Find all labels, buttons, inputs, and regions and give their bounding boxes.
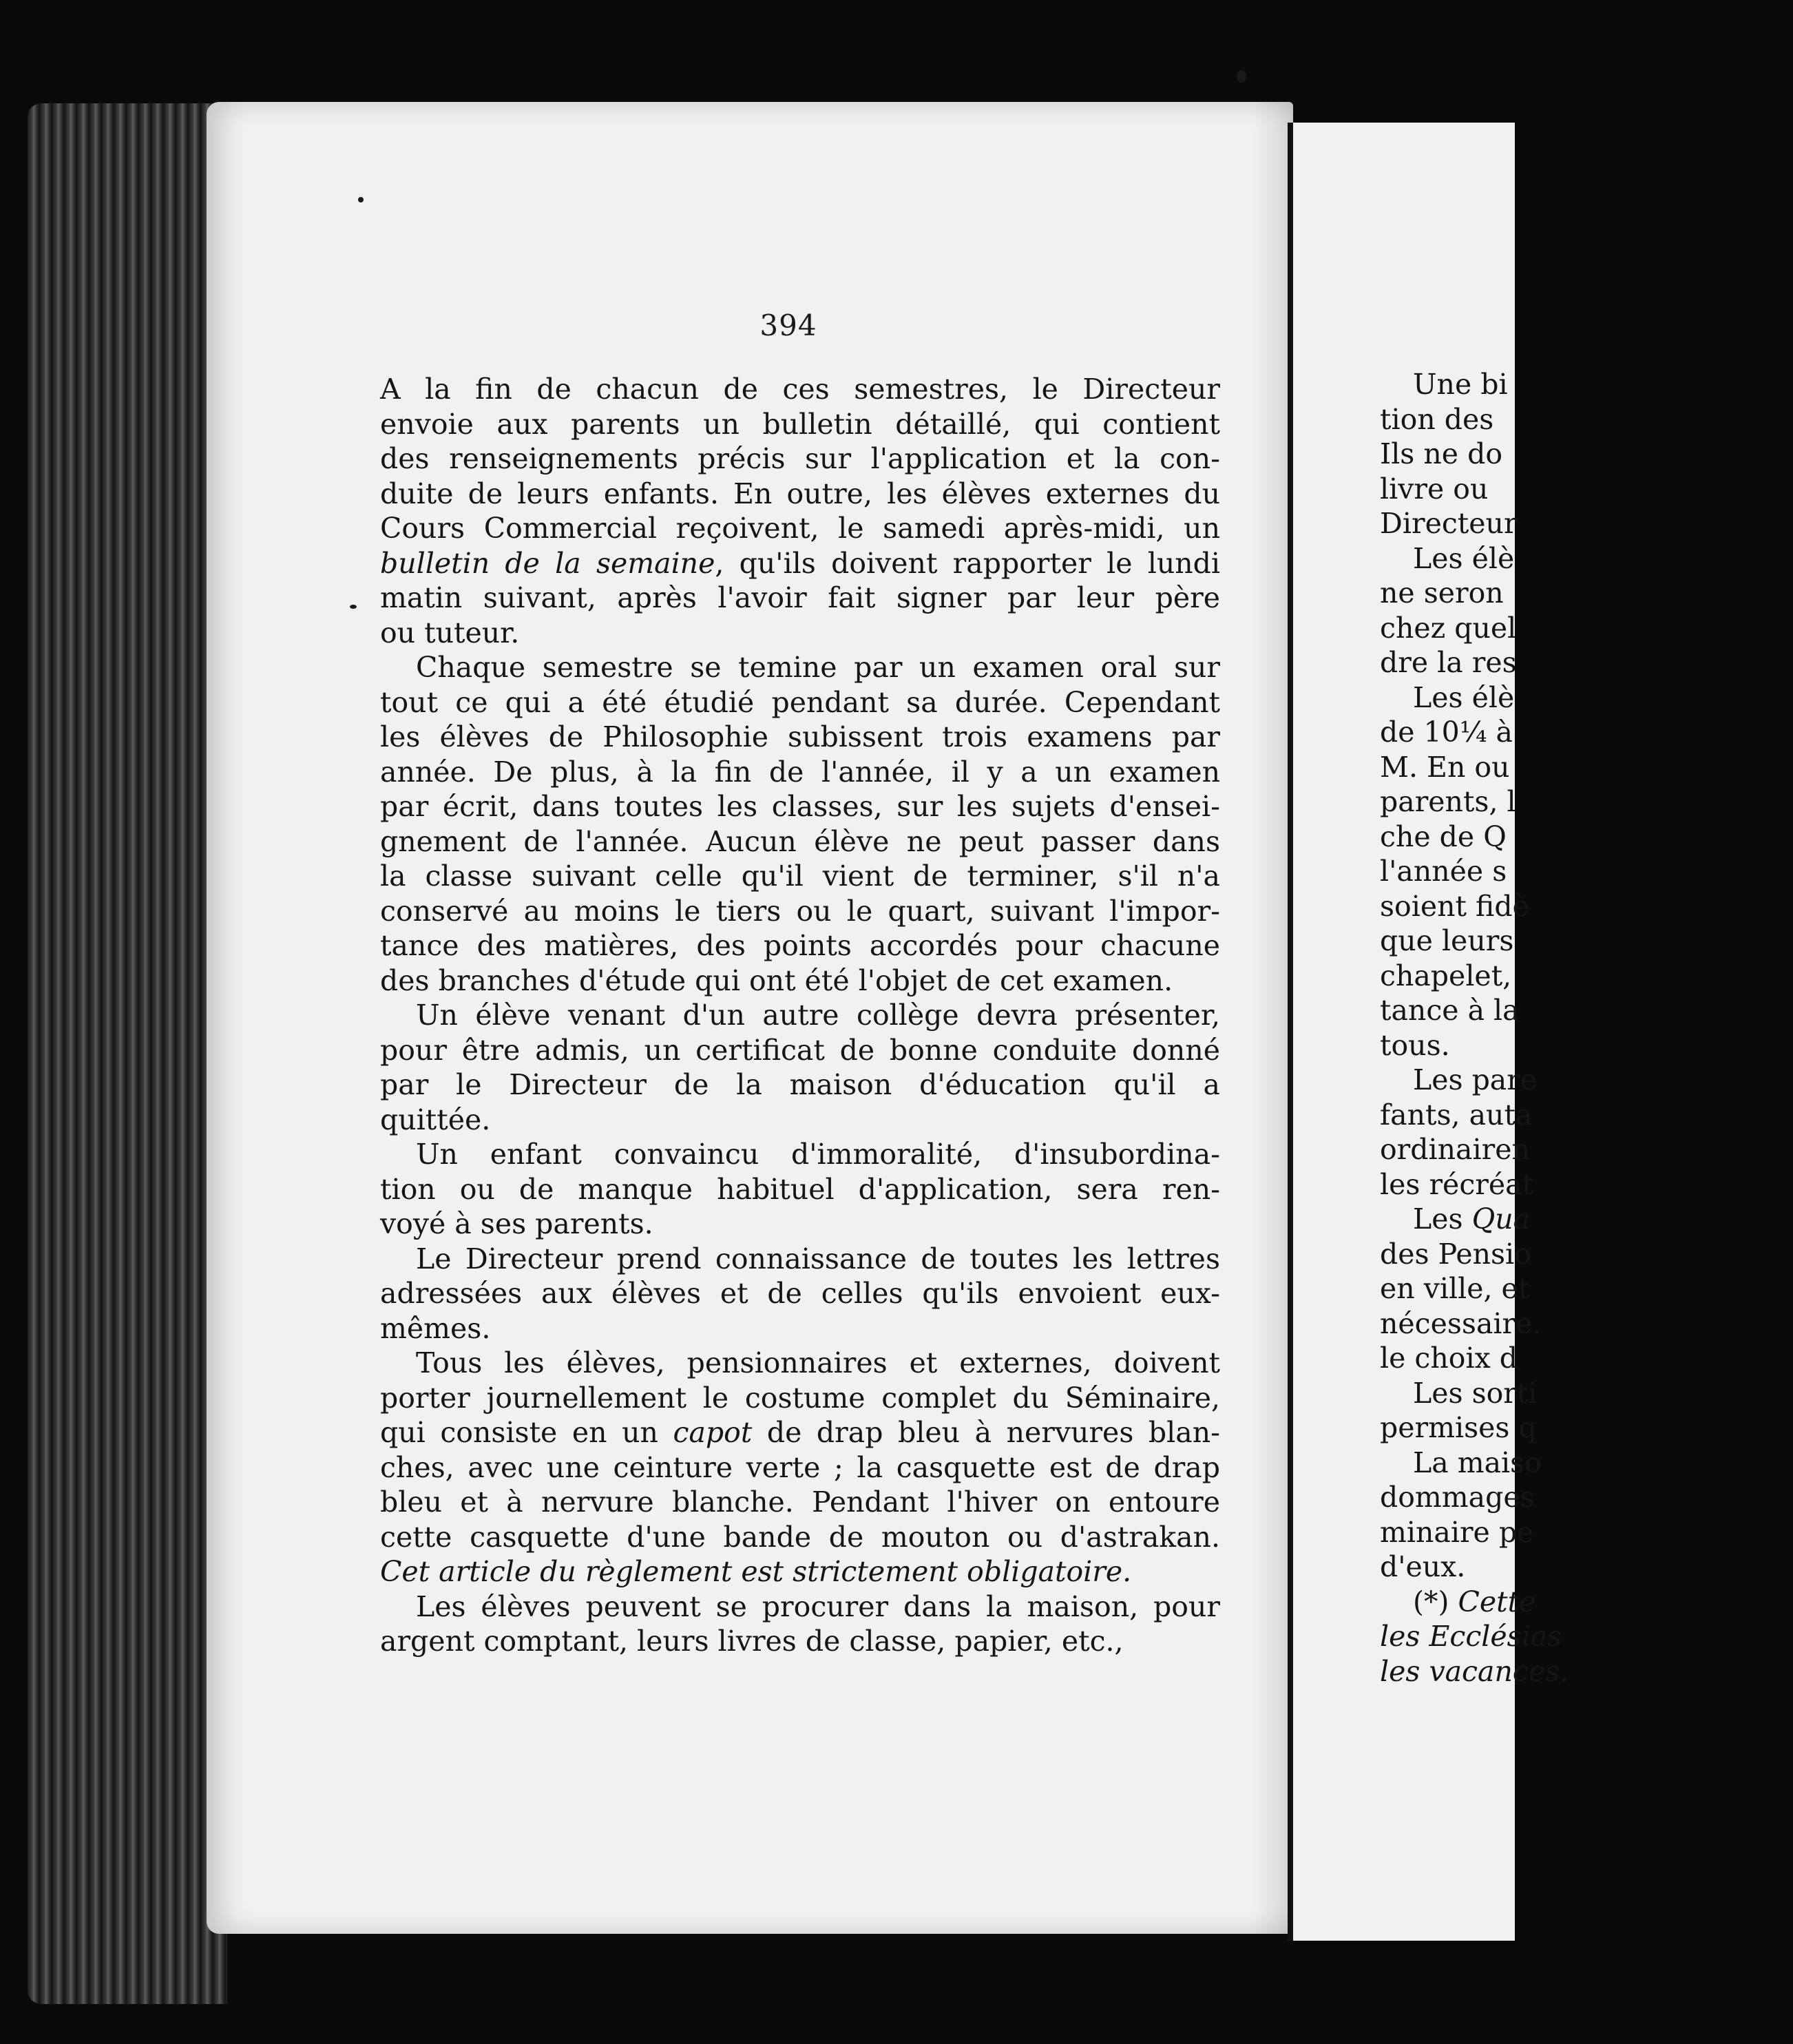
right_page_lines-line [1380, 924, 1793, 959]
right_page_lines-line [1380, 1446, 1793, 1481]
right_page_lines-line [1380, 680, 1793, 716]
right_page_lines-line [1380, 993, 1793, 1028]
right_page_lines-text-segment: dre la res [1380, 646, 1517, 679]
left_page_lines-text-segment: des renseignements précis sur l'application et la con- [380, 442, 1220, 475]
right_page_lines-text-segment: fants, auta [1380, 1098, 1533, 1132]
right_page_lines-line [1380, 1271, 1793, 1306]
right_page_lines-text-segment: ne seron [1380, 576, 1504, 609]
right_page_lines-text-segment: che de Q [1380, 820, 1507, 853]
right_page_lines-line [1380, 784, 1793, 820]
right_page_lines-text-segment: (*) [1413, 1585, 1458, 1618]
right_page_lines-line [1380, 1619, 1793, 1654]
right_page_lines-text-segment: permises q [1380, 1411, 1537, 1444]
right_page_lines-line [1380, 889, 1793, 924]
left_page_lines-line [380, 1137, 1220, 1172]
left_page_lines-line [380, 581, 1220, 616]
right_page_lines-italic-text: Cette [1458, 1585, 1536, 1618]
left_page_lines-text-segment: Un enfant convaincu d'immoralité, d'insubordina- [416, 1138, 1220, 1171]
left_page_lines-text-segment: , qu'ils doivent rapporter le lundi [715, 546, 1220, 580]
right_page_lines-text-segment: M. En ou [1380, 750, 1510, 784]
book-page-edges [28, 103, 227, 2004]
left_page_lines-line [380, 685, 1220, 720]
left_page_lines-text-segment: Chaque semestre se temine par un examen oral sur [416, 651, 1220, 684]
right_page_lines-text-segment: tion des [1380, 402, 1494, 436]
right_page_lines-line [1380, 541, 1793, 576]
left_page_lines-text-segment: année. De plus, à la fin de l'année, il y a un examen [380, 755, 1220, 789]
left_page_lines-line [380, 441, 1220, 477]
left_page_lines-line [380, 1554, 1220, 1589]
left_page_lines-line [380, 1311, 1220, 1346]
left_page_lines-text-segment: ou tuteur. [380, 616, 520, 649]
left_page_lines-text-segment: tout ce qui a été étudié pendant sa durée. Cependant [380, 685, 1220, 719]
right_page_lines-line [1380, 472, 1793, 507]
left_page_lines-text-segment: de drap bleu à nervures blan- [752, 1416, 1220, 1449]
print-speck [1237, 70, 1246, 83]
print-speck [350, 605, 357, 609]
left_page_lines-line [380, 407, 1220, 442]
left_page_lines-text-segment: Le Directeur prend connaissance de toutes les lettres [416, 1242, 1220, 1275]
left_page_lines-line [380, 859, 1220, 894]
left_page_lines-text-segment: porter journellement le costume complet du Séminaire, [380, 1381, 1220, 1415]
right_page_lines-italic-text: les Ecclésias [1380, 1620, 1562, 1653]
left_page_lines-line [380, 1067, 1220, 1103]
right_page_lines-line [1380, 820, 1793, 855]
right_page_lines-line [1380, 1237, 1793, 1272]
left_page_lines-line [380, 1381, 1220, 1416]
right_page_lines-text-segment: l'année s [1380, 855, 1507, 888]
left_page_lines-line [380, 1589, 1220, 1625]
right_page_lines-line [1380, 1654, 1793, 1689]
right_page_lines-text-segment: nécessaire. [1380, 1306, 1542, 1340]
left_page_lines-text-segment: Les élèves peuvent se procurer dans la maison, pour [416, 1589, 1220, 1623]
right_page_lines-text-segment: Les élè [1413, 541, 1515, 575]
left_page_lines-line [380, 1172, 1220, 1207]
right_page_lines-line [1380, 1098, 1793, 1133]
left_page_lines-text-segment: Cours Commercial reçoivent, le samedi après-midi, un [380, 512, 1220, 545]
left_page_lines-line [380, 546, 1220, 581]
left_page_lines-line [380, 1346, 1220, 1381]
left_page_lines-italic-text: capot [673, 1416, 753, 1449]
right_page_lines-line [1380, 437, 1793, 472]
left_page_lines-line [380, 1103, 1220, 1138]
left_page_lines-text-segment: quittée. [380, 1103, 491, 1136]
left_page_lines-line [380, 1485, 1220, 1520]
right_page_lines-line [1380, 367, 1793, 402]
left_page_lines-text-segment: bleu et à nervure blanche. Pendant l'hiver on entoure [380, 1485, 1220, 1519]
right_page_lines-line [1380, 506, 1793, 541]
right_page_lines-line [1380, 854, 1793, 889]
right_page_lines-text-segment: tance à la [1380, 994, 1520, 1027]
left_page_lines-italic-text: bulletin de la semaine [380, 546, 715, 580]
left_page_lines-text-segment: envoie aux parents un bulletin détaillé, qui contient [380, 407, 1220, 441]
left_page_lines-text-segment: voyé à ses parents. [380, 1207, 653, 1240]
left_page_lines-text-segment: la classe suivant celle qu'il vient de terminer, s'il n'a [380, 859, 1220, 893]
left_page_lines-line [380, 755, 1220, 790]
right_page_lines-line [1380, 715, 1793, 750]
right_page_lines-line [1380, 1202, 1793, 1237]
right_page_lines-text-segment: les récréat [1380, 1167, 1534, 1201]
left_page_lines-italic-text: Cet article du règlement est strictement obligatoire. [380, 1555, 1132, 1588]
right_page_lines-text-segment: d'eux. [1380, 1550, 1466, 1583]
left_page_lines-line [380, 511, 1220, 546]
right_page_lines-text-segment: que leurs [1380, 924, 1514, 957]
right_page_lines-line [1380, 611, 1793, 646]
right_page_lines-text-segment: Les [1413, 1202, 1472, 1235]
right_page_lines-text-segment: Une bi [1413, 368, 1508, 401]
right_page_lines-line [1380, 1550, 1793, 1585]
left_page_lines-line [380, 1207, 1220, 1242]
page-fold-shadow [1252, 102, 1293, 1934]
right_page_lines-text-segment: minaire pe [1380, 1515, 1534, 1549]
left_page_lines-line [380, 1033, 1220, 1068]
left_page_lines-text-segment: matin suivant, après l'avoir fait signer par leur père [380, 581, 1220, 614]
right_page_lines-text-segment: en ville, et [1380, 1272, 1530, 1305]
right_page_lines-text-segment: chapelet, [1380, 959, 1512, 992]
right_page_lines-line [1380, 750, 1793, 785]
left_page_lines-text-segment: Tous les élèves, pensionnaires et externes, doivent [416, 1346, 1220, 1379]
right_page_lines-text-segment: chez quel [1380, 611, 1517, 645]
left_page_lines-line [380, 824, 1220, 859]
left_page_lines-line [380, 372, 1220, 407]
right_page_lines-line [1380, 1585, 1793, 1620]
left_page_lines-text-segment: A la fin de chacun de ces semestres, le Directeur [380, 373, 1220, 406]
right_page_lines-text-segment: Directeur [1380, 507, 1518, 540]
left_page_lines-text-segment: conservé au moins le tiers ou le quart, suivant l'impor- [380, 894, 1220, 928]
left_page_lines-text-segment: cette casquette d'une bande de mouton ou d'astrakan. [380, 1520, 1220, 1554]
right_page_lines-text-segment: Ils ne do [1380, 437, 1503, 470]
left_page_lines-text-segment: mêmes. [380, 1311, 491, 1345]
right_page_lines-text-segment: tous. [1380, 1028, 1450, 1062]
right_page_lines-text-segment: soient fidè [1380, 889, 1529, 923]
right_page_lines-line [1380, 1167, 1793, 1202]
left_page_lines-text-segment: argent comptant, leurs livres de classe, papier, etc., [380, 1625, 1124, 1658]
right_page_lines-line [1380, 1028, 1793, 1063]
left_page_lines-text-segment: par le Directeur de la maison d'éducation qu'il a [380, 1068, 1220, 1101]
right_page_lines-italic-text: Qua [1471, 1202, 1531, 1235]
right_page_lines-line [1380, 1376, 1793, 1411]
left_page_lines-text-segment: Un élève venant d'un autre collège devra présenter, [416, 999, 1220, 1032]
left_page_lines-line [380, 998, 1220, 1033]
left_page_lines-text-segment: pour être admis, un certificat de bonne conduite donné [380, 1033, 1220, 1067]
left_page_lines-line [380, 789, 1220, 824]
right_page_lines-line [1380, 1515, 1793, 1550]
left_page_lines-text-segment: gnement de l'année. Aucun élève ne peut passer dans [380, 824, 1220, 858]
right_page_lines-line [1380, 576, 1793, 611]
right_page_lines-text-segment: livre ou [1380, 472, 1489, 505]
right_page_lines-italic-text: les vacances. [1380, 1654, 1569, 1688]
right_page_lines-text-segment: ordinairen [1380, 1133, 1530, 1166]
right_page_lines-line [1380, 645, 1793, 680]
right_page_lines-text-segment: des Pensio [1380, 1237, 1531, 1271]
left-page-body-text [380, 372, 1220, 1659]
right_page_lines-text-segment: Les sorti [1413, 1376, 1538, 1410]
left_page_lines-text-segment: adressées aux élèves et de celles qu'ils envoient eux- [380, 1277, 1220, 1310]
right_page_lines-line [1380, 1306, 1793, 1342]
left_page_lines-text-segment: par écrit, dans toutes les classes, sur les sujets d'ensei- [380, 790, 1220, 823]
left_page_lines-line [380, 1276, 1220, 1311]
right_page_lines-text-segment: Les élè [1413, 680, 1515, 714]
left_page_lines-text-segment: qui consiste en un [380, 1416, 673, 1449]
left_page_lines-text-segment: des branches d'étude qui ont été l'objet de cet examen. [380, 963, 1173, 997]
left_page_lines-line [380, 1450, 1220, 1485]
left_page_lines-text-segment: tion ou de manque habituel d'application, sera ren- [380, 1172, 1220, 1206]
left_page_lines-text-segment: tance des matières, des points accordés pour chacune [380, 929, 1220, 962]
left_page_lines-line [380, 928, 1220, 963]
right-page-partial [1288, 123, 1569, 1941]
right_page_lines-line [1380, 402, 1793, 437]
right_page_lines-text-segment: parents, l [1380, 785, 1516, 818]
right_page_lines-line [1380, 1063, 1793, 1098]
left_page_lines-line [380, 477, 1220, 512]
page-number: 394 [759, 309, 817, 342]
left_page_lines-text-segment: duite de leurs enfants. En outre, les élèves externes du [380, 477, 1220, 510]
left_page_lines-line [380, 963, 1220, 999]
right_page_lines-line [1380, 1132, 1793, 1167]
left_page_lines-text-segment: les élèves de Philosophie subissent trois examens par [380, 720, 1220, 753]
print-speck [358, 197, 364, 202]
left_page_lines-line [380, 1415, 1220, 1450]
left_page_lines-line [380, 720, 1220, 755]
left_page_lines-line [380, 1520, 1220, 1555]
right_page_lines-text-segment: dommages [1380, 1481, 1535, 1514]
left_page_lines-text-segment: ches, avec une ceinture verte ; la casquette est de drap [380, 1450, 1220, 1484]
left_page_lines-line [380, 1242, 1220, 1277]
right_page_lines-line [1380, 1410, 1793, 1446]
right_page_lines-line [1380, 1341, 1793, 1376]
right_page_lines-line [1380, 1480, 1793, 1515]
right_page_lines-text-segment: de 10¼ à [1380, 716, 1513, 749]
right_page_lines-text-segment: le choix d [1380, 1342, 1518, 1375]
right_page_lines-line [1380, 959, 1793, 994]
right-page-body-text [1380, 367, 1793, 1689]
left_page_lines-line [380, 1624, 1220, 1659]
right_page_lines-text-segment: La maiso [1413, 1446, 1542, 1479]
left_page_lines-line [380, 616, 1220, 651]
right_page_lines-text-segment: Les pare [1413, 1063, 1538, 1096]
left_page_lines-line [380, 650, 1220, 685]
left_page_lines-line [380, 894, 1220, 929]
